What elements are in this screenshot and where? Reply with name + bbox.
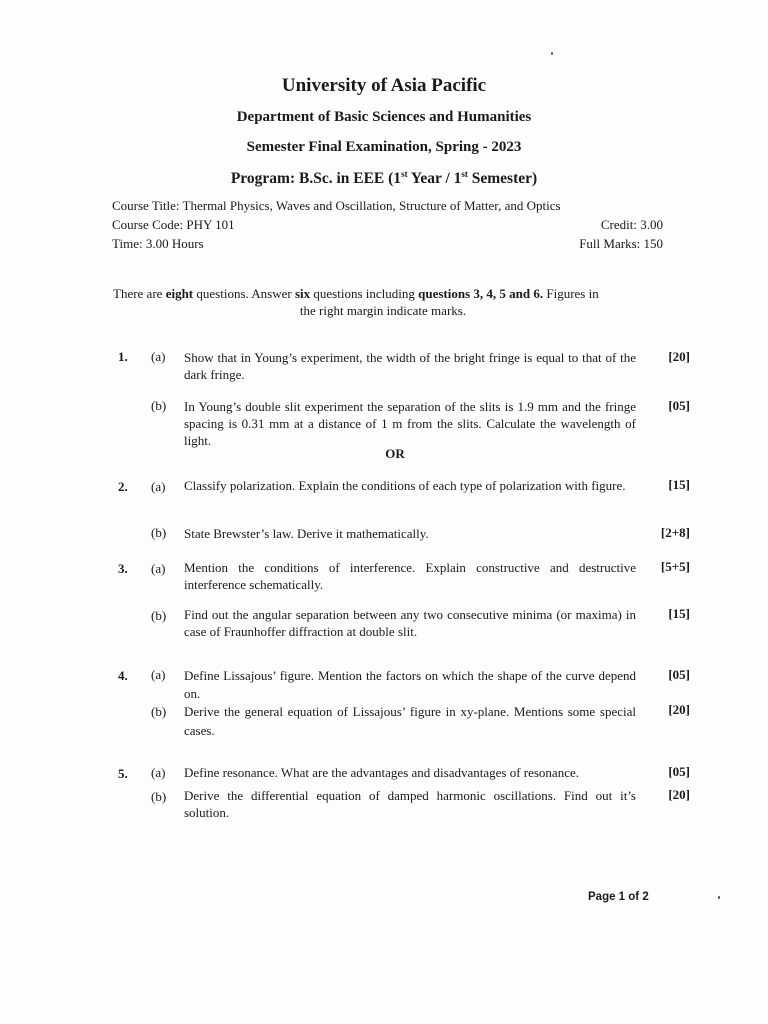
question-number: 5. [118, 766, 128, 781]
part-label: (a) [151, 667, 166, 682]
question-text: Derive the differential equation of damped harmonic oscillations. Find out it’s solution. [184, 788, 636, 820]
marks: [20] [668, 702, 690, 717]
question-text: Classify polarization. Explain the conditions of each type of polarization with figure. [184, 478, 626, 493]
marks: [5+5] [660, 559, 690, 574]
marks: [15] [668, 477, 690, 492]
question-text: Mention the conditions of interference. Explain constructive and destructive interference schematically. [184, 560, 636, 592]
scan-speck [718, 896, 720, 899]
department-name: Department of Basic Sciences and Humanities [236, 109, 532, 125]
question-text: Define Lissajous’ figure. Mention the factors on which the shape of the curve depend on. [184, 668, 636, 701]
course-code: Course Code: PHY 101 [112, 217, 235, 232]
question-text: Show that in Young’s experiment, the width of the bright fringe is equal to that of the dark fringe. [184, 350, 636, 382]
course-title: Course Title: Thermal Physics, Waves and Oscillation, Structure of Matter, and Optics [112, 198, 561, 213]
full-marks: Full Marks: 150 [579, 236, 663, 251]
question-number: 1. [118, 349, 128, 364]
question-text: Find out the angular separation between any two consecutive minima (or maxima) in case of Fraunhoffer diffraction at double slit. [184, 607, 636, 639]
question-number: 2. [118, 479, 128, 494]
part-label: (b) [151, 789, 167, 804]
marks: [05] [668, 764, 690, 779]
part-label: (a) [151, 765, 166, 780]
part-label: (b) [151, 608, 167, 623]
question-text: Define resonance. What are the advantages and disadvantages of resonance. [184, 765, 579, 780]
part-label: (a) [151, 479, 166, 494]
marks: [2+8] [660, 525, 690, 540]
exam-time: Time: 3.00 Hours [112, 236, 204, 251]
part-label: (a) [151, 561, 166, 576]
marks: [05] [668, 398, 690, 413]
course-credit: Credit: 3.00 [600, 217, 663, 232]
question-text: In Young’s double slit experiment the separation of the slits is 1.9 mm and the fringe spacing is 0.31 mm at a distance of 1 m from the slits. Calculate the wavelength of light. [184, 399, 636, 448]
question-text: Derive the general equation of Lissajous’ figure in xy-plane. Mentions some special cases. [184, 704, 636, 738]
instructions: There are eight questions. Answer six questions including questions 3, 4, 5 and 6. Figures in the right margin indicate marks. [113, 286, 599, 318]
question-number: 4. [118, 668, 128, 683]
part-label: (b) [151, 704, 167, 719]
university-name: University of Asia Pacific [281, 75, 487, 96]
marks: [15] [668, 606, 690, 621]
or-separator: OR [385, 446, 405, 461]
part-label: (b) [151, 398, 167, 413]
question-text: State Brewster’s law. Derive it mathematically. [184, 526, 429, 541]
part-label: (b) [151, 525, 167, 540]
exam-title: Semester Final Examination, Spring - 2023 [246, 139, 522, 155]
question-number: 3. [118, 561, 128, 576]
program-line: Program: B.Sc. in EEE (1st Year / 1st Semester) [230, 169, 538, 188]
part-label: (a) [151, 349, 166, 364]
marks: [05] [668, 667, 690, 682]
scan-speck [551, 52, 553, 55]
page-number: Page 1 of 2 [588, 891, 649, 903]
marks: [20] [668, 787, 690, 802]
marks: [20] [668, 349, 690, 364]
